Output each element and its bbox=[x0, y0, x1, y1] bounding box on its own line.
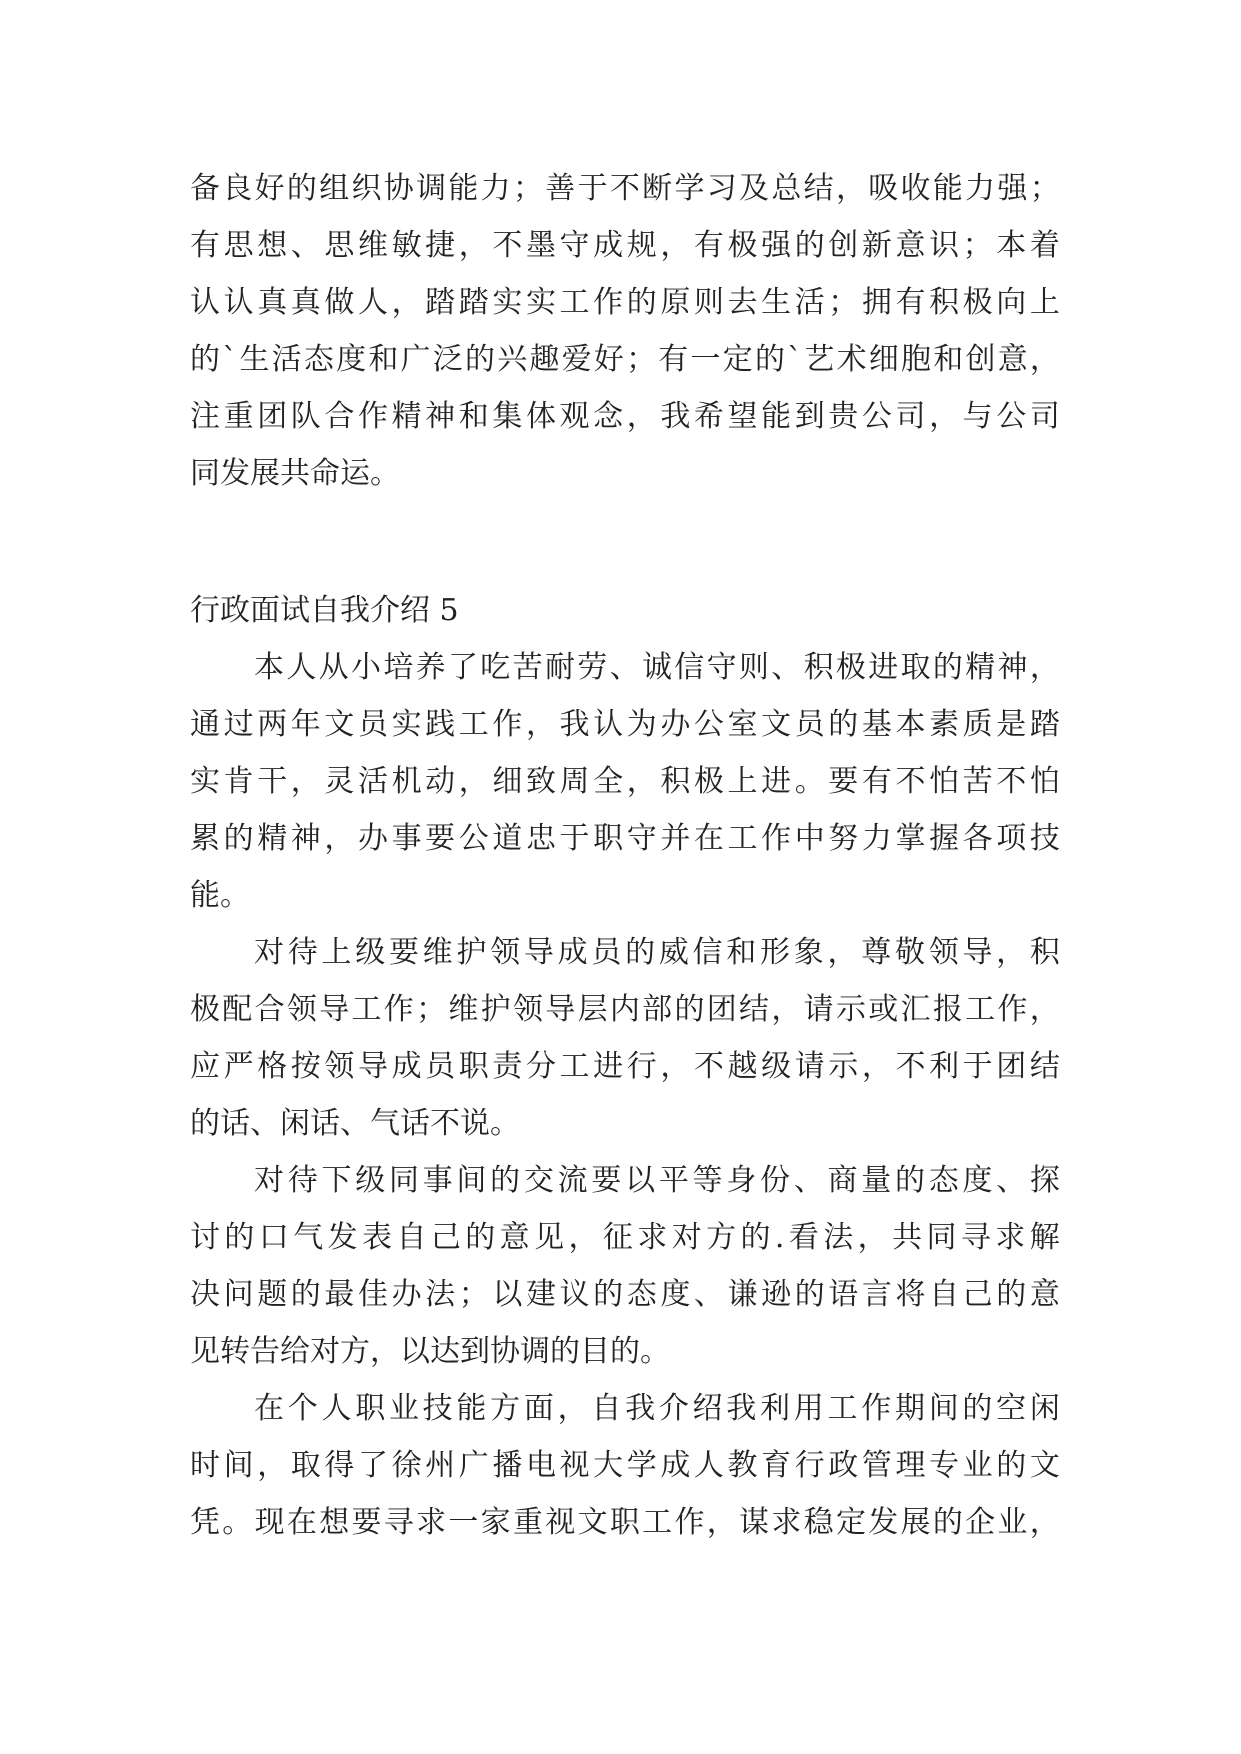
text-line: 凭 。 现 在 想 要 寻 求 一 家 重 视 文 职 工 作 ， 谋 求 稳 定 发 展 的 企 业 ， bbox=[190, 1505, 1060, 1540]
paragraph bbox=[190, 1152, 1060, 1380]
text-line: 的话、闲话、气话不说。 bbox=[190, 1106, 520, 1141]
text-line: 见转告给对方，以达到协调的目的。 bbox=[190, 1334, 670, 1369]
text-line: 认 认 真 真 做 人 ， 踏 踏 实 实 工 作 的 原 则 去 生 活 ； 拥 有 积 极 向 上 bbox=[190, 285, 1060, 320]
text-line: 极 配 合 领 导 工 作 ； 维 护 领 导 层 内 部 的 团 结 ， 请 示 或 汇 报 工 作 ， bbox=[190, 992, 1060, 1027]
document-body bbox=[190, 160, 1060, 1551]
text-line: 对 待 上 级 要 维 护 领 导 成 员 的 威 信 和 形 象 ， 尊 敬 领 导 ， 积 bbox=[254, 935, 1060, 970]
text-line: 能。 bbox=[190, 878, 250, 913]
paragraph bbox=[190, 924, 1060, 1152]
paragraph-continuation bbox=[190, 160, 1060, 502]
text-line: 在 个 人 职 业 技 能 方 面 ， 自 我 介 绍 我 利 用 工 作 期 间 的 空 闲 bbox=[254, 1391, 1060, 1426]
text-line: 有 思 想 、 思 维 敏 捷 ， 不 墨 守 成 规 ， 有 极 强 的 创 新 意 识 ； 本 着 bbox=[190, 228, 1060, 263]
text-line: 注 重 团 队 合 作 精 神 和 集 体 观 念 ， 我 希 望 能 到 贵 公 司 ， 与 公 司 bbox=[190, 399, 1060, 434]
paragraph bbox=[190, 639, 1060, 924]
text-line: 累 的 精 神 ， 办 事 要 公 道 忠 于 职 守 并 在 工 作 中 努 力 掌 握 各 项 技 bbox=[190, 821, 1060, 856]
text-line: 同发展共命运。 bbox=[190, 456, 400, 491]
text-line: 的 ` 生 活 态 度 和 广 泛 的 兴 趣 爱 好 ； 有 一 定 的 ` 艺 术 细 胞 和 创 意 ， bbox=[190, 342, 1060, 377]
text-line: 通 过 两 年 文 员 实 践 工 作 ， 我 认 为 办 公 室 文 员 的 基 本 素 质 是 踏 bbox=[190, 707, 1060, 742]
text-line: 本 人 从 小 培 养 了 吃 苦 耐 劳 、 诚 信 守 则 、 积 极 进 取 的 精 神 ， bbox=[254, 650, 1060, 685]
text-line: 对 待 下 级 同 事 间 的 交 流 要 以 平 等 身 份 、 商 量 的 态 度 、 探 bbox=[254, 1163, 1060, 1198]
text-line: 备 良 好 的 组 织 协 调 能 力 ； 善 于 不 断 学 习 及 总 结 ， 吸 收 能 力 强 ； bbox=[190, 171, 1060, 206]
section-gap bbox=[190, 502, 1060, 582]
text-line: 讨 的 口 气 发 表 自 己 的 意 见 ， 征 求 对 方 的 . 看 法 ， 共 同 寻 求 解 bbox=[190, 1220, 1060, 1255]
text-line: 时 间 ， 取 得 了 徐 州 广 播 电 视 大 学 成 人 教 育 行 政 管 理 专 业 的 文 bbox=[190, 1448, 1060, 1483]
text-line: 应 严 格 按 领 导 成 员 职 责 分 工 进 行 ， 不 越 级 请 示 ， 不 利 于 团 结 bbox=[190, 1049, 1060, 1084]
section-heading: 行政面试自我介绍 5 bbox=[190, 593, 459, 628]
paragraph bbox=[190, 1380, 1060, 1551]
text-line: 实 肯 干 ， 灵 活 机 动 ， 细 致 周 全 ， 积 极 上 进 。 要 有 不 怕 苦 不 怕 bbox=[190, 764, 1060, 799]
text-line: 决 问 题 的 最 佳 办 法 ； 以 建 议 的 态 度 、 谦 逊 的 语 言 将 自 己 的 意 bbox=[190, 1277, 1060, 1312]
